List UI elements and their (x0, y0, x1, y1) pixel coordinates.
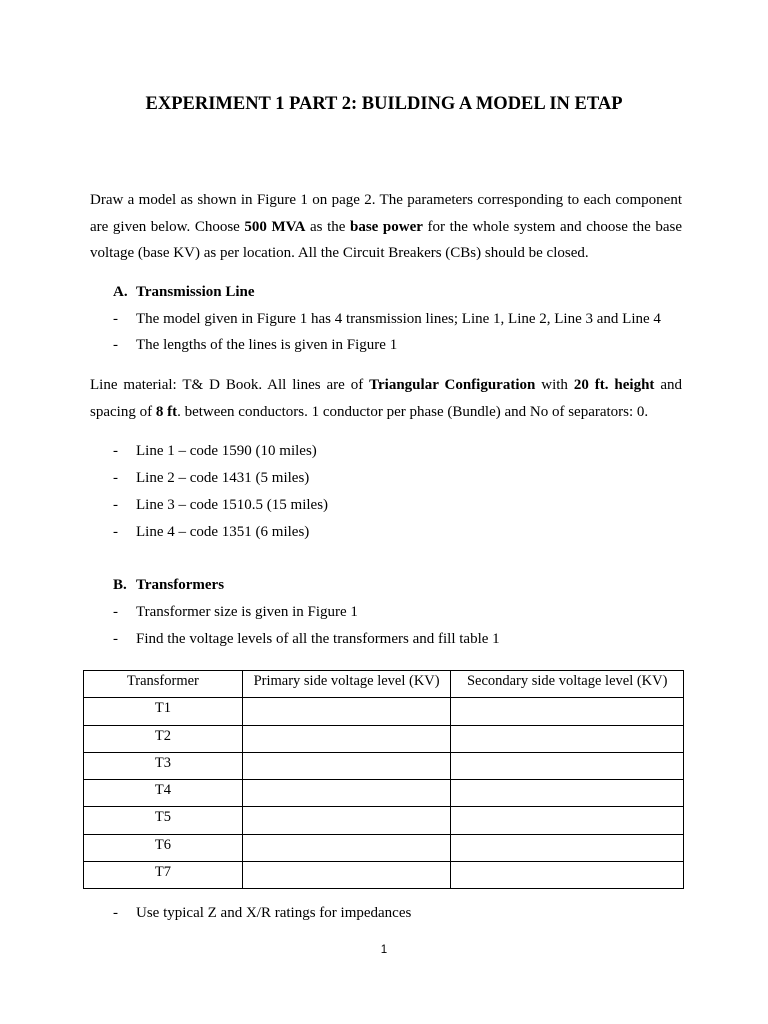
bullet-dash: - (113, 311, 118, 327)
section-a-letter: A. (113, 284, 128, 300)
intro-text: as the (305, 218, 350, 235)
transformer-cell: T6 (84, 834, 243, 861)
header-secondary-voltage: Secondary side voltage level (KV) (451, 671, 684, 698)
secondary-voltage-cell[interactable] (451, 780, 684, 807)
list-item-text: Line 2 – code 1431 (5 miles) (136, 470, 310, 486)
secondary-voltage-cell[interactable] (451, 752, 684, 779)
table-row (84, 780, 684, 807)
list-item-text: The model given in Figure 1 has 4 transmission lines; Line 1, Line 2, Line 3 and Line 4 (136, 311, 661, 327)
list-item (113, 337, 397, 354)
primary-voltage-cell[interactable] (242, 780, 451, 807)
transformer-cell: T7 (84, 862, 243, 889)
list-item-text: The lengths of the lines is given in Figure 1 (136, 337, 398, 353)
material-text: and spacing of (90, 377, 682, 420)
table-row (84, 862, 684, 889)
primary-voltage-cell[interactable] (242, 834, 451, 861)
list-item-text: Use typical Z and X/R ratings for impedances (136, 905, 412, 921)
intro-bold-base-mva: 500 MVA (244, 218, 306, 235)
section-a-title: Transmission Line (136, 284, 255, 300)
material-bold-configuration: Triangular Configuration (369, 377, 536, 393)
table-row (84, 698, 684, 725)
bullet-dash: - (113, 631, 118, 647)
page-title: EXPERIMENT 1 PART 2: BUILDING A MODEL IN ETAP (145, 94, 623, 114)
transformer-cell: T4 (84, 780, 243, 807)
section-b-heading (113, 577, 224, 594)
intro-bold-base-power: base power (349, 218, 423, 235)
header-primary-voltage: Primary side voltage level (KV) (242, 671, 451, 698)
secondary-voltage-cell[interactable] (451, 698, 684, 725)
secondary-voltage-cell[interactable] (451, 862, 684, 889)
bullet-dash: - (113, 905, 118, 921)
table-row (84, 807, 684, 834)
list-item-text: Transformer size is given in Figure 1 (136, 604, 358, 620)
list-item-text: Find the voltage levels of all the transformers and fill table 1 (136, 631, 500, 647)
secondary-voltage-cell[interactable] (451, 725, 684, 752)
bullet-dash: - (113, 604, 118, 620)
primary-voltage-cell[interactable] (242, 698, 451, 725)
intro-paragraph (90, 187, 682, 267)
list-item (113, 470, 309, 487)
list-item (113, 311, 661, 328)
intro-text: for the whole system and choose the base voltage (base KV) as per location. All the Circuit Breakers (CBs) should be closed. (90, 218, 683, 261)
intro-text: Draw a model as shown in Figure 1 on page 2. The parameters corresponding to each component are given below. Choose (90, 192, 682, 235)
primary-voltage-cell[interactable] (242, 725, 451, 752)
line-material-paragraph (90, 372, 682, 425)
material-bold-height: 20 ft. height (573, 377, 655, 393)
bullet-dash: - (113, 470, 118, 486)
transformer-cell: T1 (84, 698, 243, 725)
table-row (84, 834, 684, 861)
list-item-text: Line 4 – code 1351 (6 miles) (136, 524, 310, 540)
bullet-dash: - (113, 497, 118, 513)
list-item (113, 524, 309, 541)
section-b-title: Transformers (136, 577, 225, 593)
secondary-voltage-cell[interactable] (451, 807, 684, 834)
list-item (113, 905, 411, 922)
list-item-text: Line 1 – code 1590 (10 miles) (136, 443, 317, 459)
transformer-cell: T5 (84, 807, 243, 834)
list-item (113, 497, 328, 514)
list-item-text: Line 3 – code 1510.5 (15 miles) (136, 497, 329, 513)
list-item (113, 604, 358, 621)
header-transformer: Transformer (84, 671, 243, 698)
primary-voltage-cell[interactable] (242, 807, 451, 834)
transformer-cell: T2 (84, 725, 243, 752)
page-number: 1 (380, 944, 388, 956)
material-bold-spacing: 8 ft (155, 403, 178, 420)
transformer-voltage-table (83, 670, 684, 889)
table-row (84, 752, 684, 779)
primary-voltage-cell[interactable] (242, 862, 451, 889)
material-text: . between conductors. 1 conductor per phase (Bundle) and No of separators: 0. (177, 403, 649, 420)
section-a-heading (113, 284, 255, 301)
bullet-dash: - (113, 337, 118, 353)
bullet-dash: - (113, 443, 118, 459)
list-item (113, 443, 317, 460)
table-row (84, 725, 684, 752)
secondary-voltage-cell[interactable] (451, 834, 684, 861)
bullet-dash: - (113, 524, 118, 540)
table-header-row (84, 671, 684, 698)
material-text: Line material: T& D Book. All lines are of (90, 377, 370, 393)
list-item (113, 631, 500, 648)
primary-voltage-cell[interactable] (242, 752, 451, 779)
section-b-letter: B. (113, 577, 127, 593)
material-text: with (535, 377, 574, 393)
transformer-cell: T3 (84, 752, 243, 779)
